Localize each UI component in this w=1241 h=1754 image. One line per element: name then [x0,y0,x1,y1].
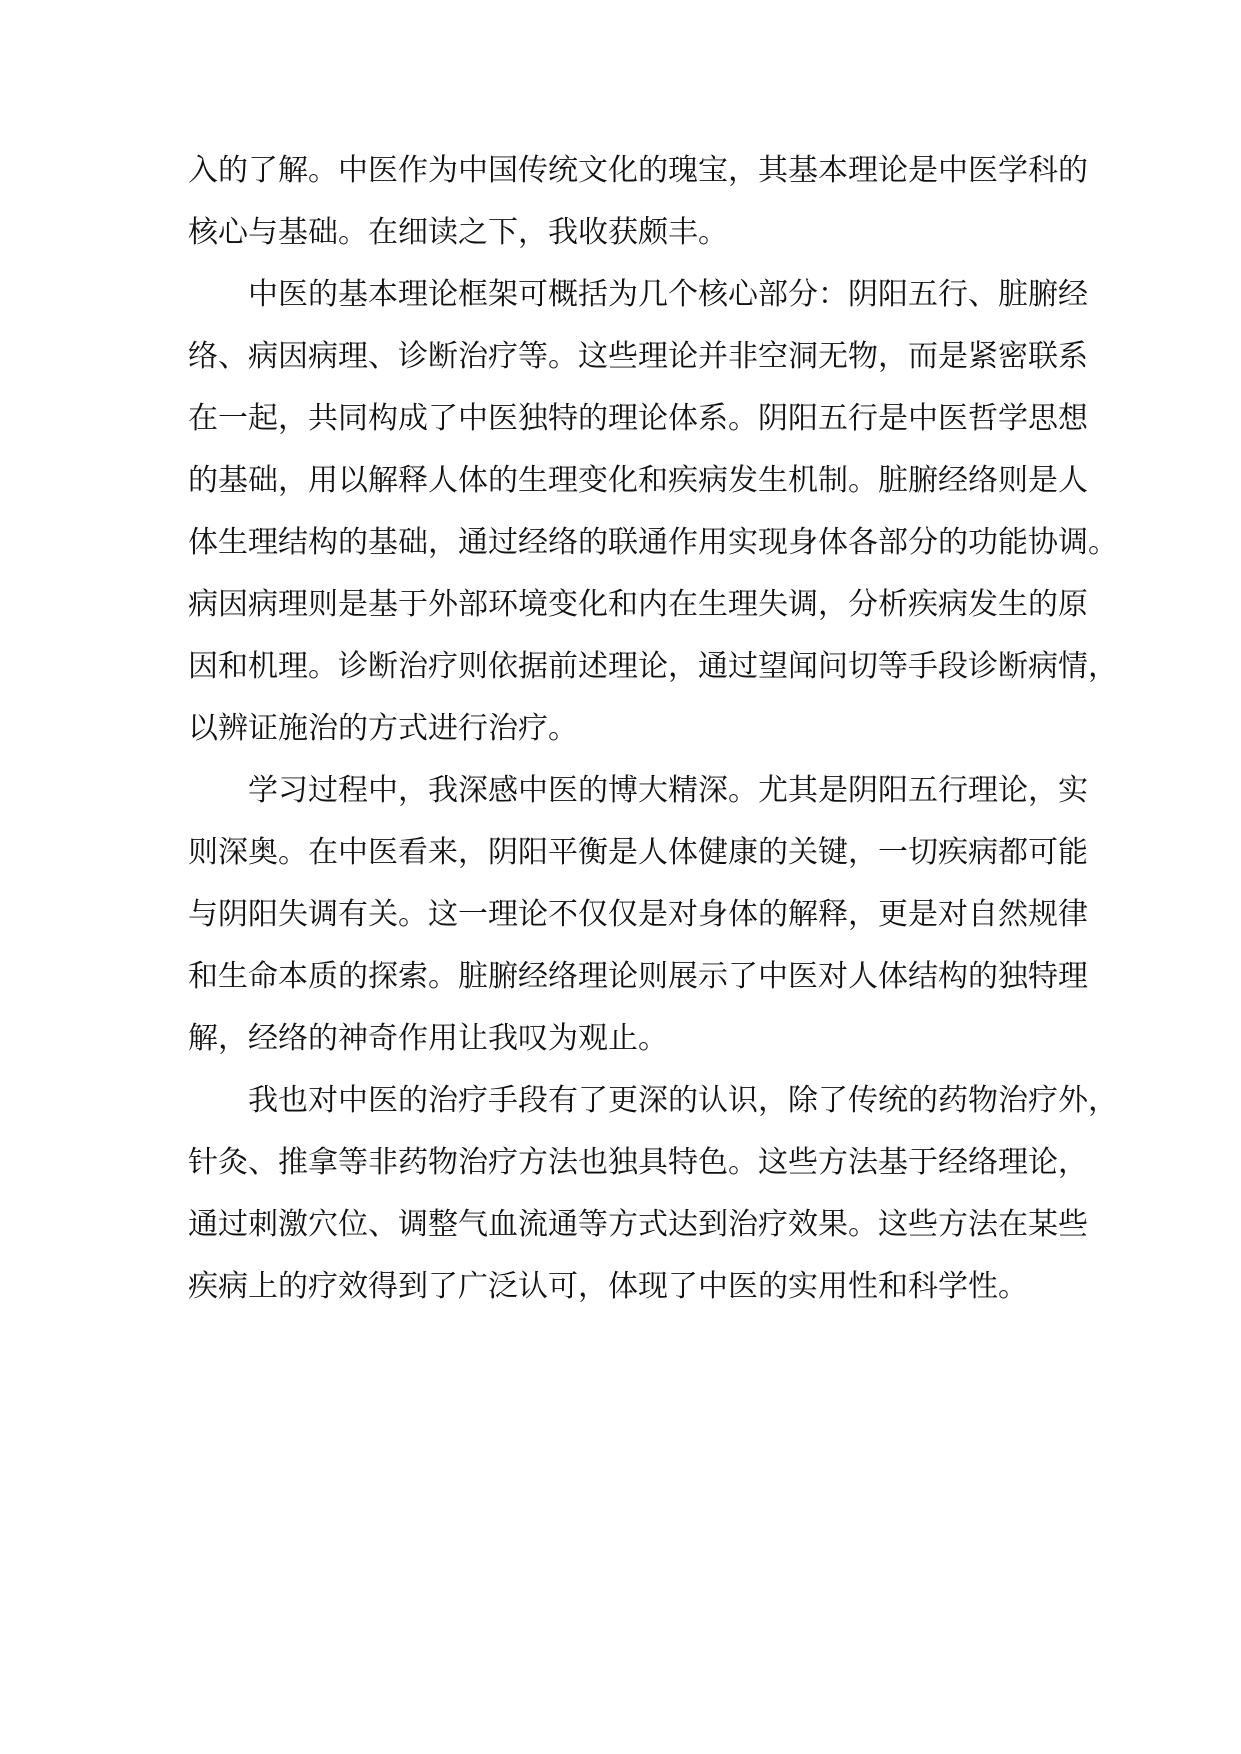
text-line: 和生命本质的探索。脏腑经络理论则展示了中医对人体结构的独特理 [188,959,1088,994]
text-line: 我也对中医的治疗手段有了更深的认识，除了传统的药物治疗外， [248,1083,1118,1118]
text-line: 解，经络的神奇作用让我叹为观止。 [188,1021,668,1056]
text-line: 核心与基础。在细读之下，我收获颇丰。 [188,215,728,250]
text-line: 学习过程中，我深感中医的博大精深。尤其是阴阳五行理论，实 [248,773,1088,808]
text-line: 与阴阳失调有关。这一理论不仅仅是对身体的解释，更是对自然规律 [188,897,1088,932]
text-line: 疾病上的疗效得到了广泛认可，体现了中医的实用性和科学性。 [188,1269,1028,1304]
text-line: 以辨证施治的方式进行治疗。 [188,711,578,746]
text-line: 因和机理。诊断治疗则依据前述理论，通过望闻问切等手段诊断病情， [188,649,1118,684]
paragraph-1 [188,140,1088,264]
text-line: 络、病因病理、诊断治疗等。这些理论并非空洞无物，而是紧密联系 [188,339,1088,374]
paragraph-4 [188,1070,1118,1318]
text-line: 在一起，共同构成了中医独特的理论体系。阴阳五行是中医哲学思想 [188,401,1088,436]
text-line: 病因病理则是基于外部环境变化和内在生理失调，分析疾病发生的原 [188,587,1088,622]
article-body [188,140,1118,1318]
text-line: 入的了解。中医作为中国传统文化的瑰宝，其基本理论是中医学科的 [188,153,1088,188]
text-line: 体生理结构的基础，通过经络的联通作用实现身体各部分的功能协调。 [188,525,1118,560]
text-line: 针灸、推拿等非药物治疗方法也独具特色。这些方法基于经络理论， [188,1145,1088,1180]
text-line: 的基础，用以解释人体的生理变化和疾病发生机制。脏腑经络则是人 [188,463,1088,498]
paragraph-3 [188,760,1088,1070]
text-line: 中医的基本理论框架可概括为几个核心部分：阴阳五行、脏腑经 [248,277,1088,312]
paragraph-2 [188,264,1118,760]
text-line: 通过刺激穴位、调整气血流通等方式达到治疗效果。这些方法在某些 [188,1207,1088,1242]
text-line: 则深奥。在中医看来，阴阳平衡是人体健康的关键，一切疾病都可能 [188,835,1088,870]
